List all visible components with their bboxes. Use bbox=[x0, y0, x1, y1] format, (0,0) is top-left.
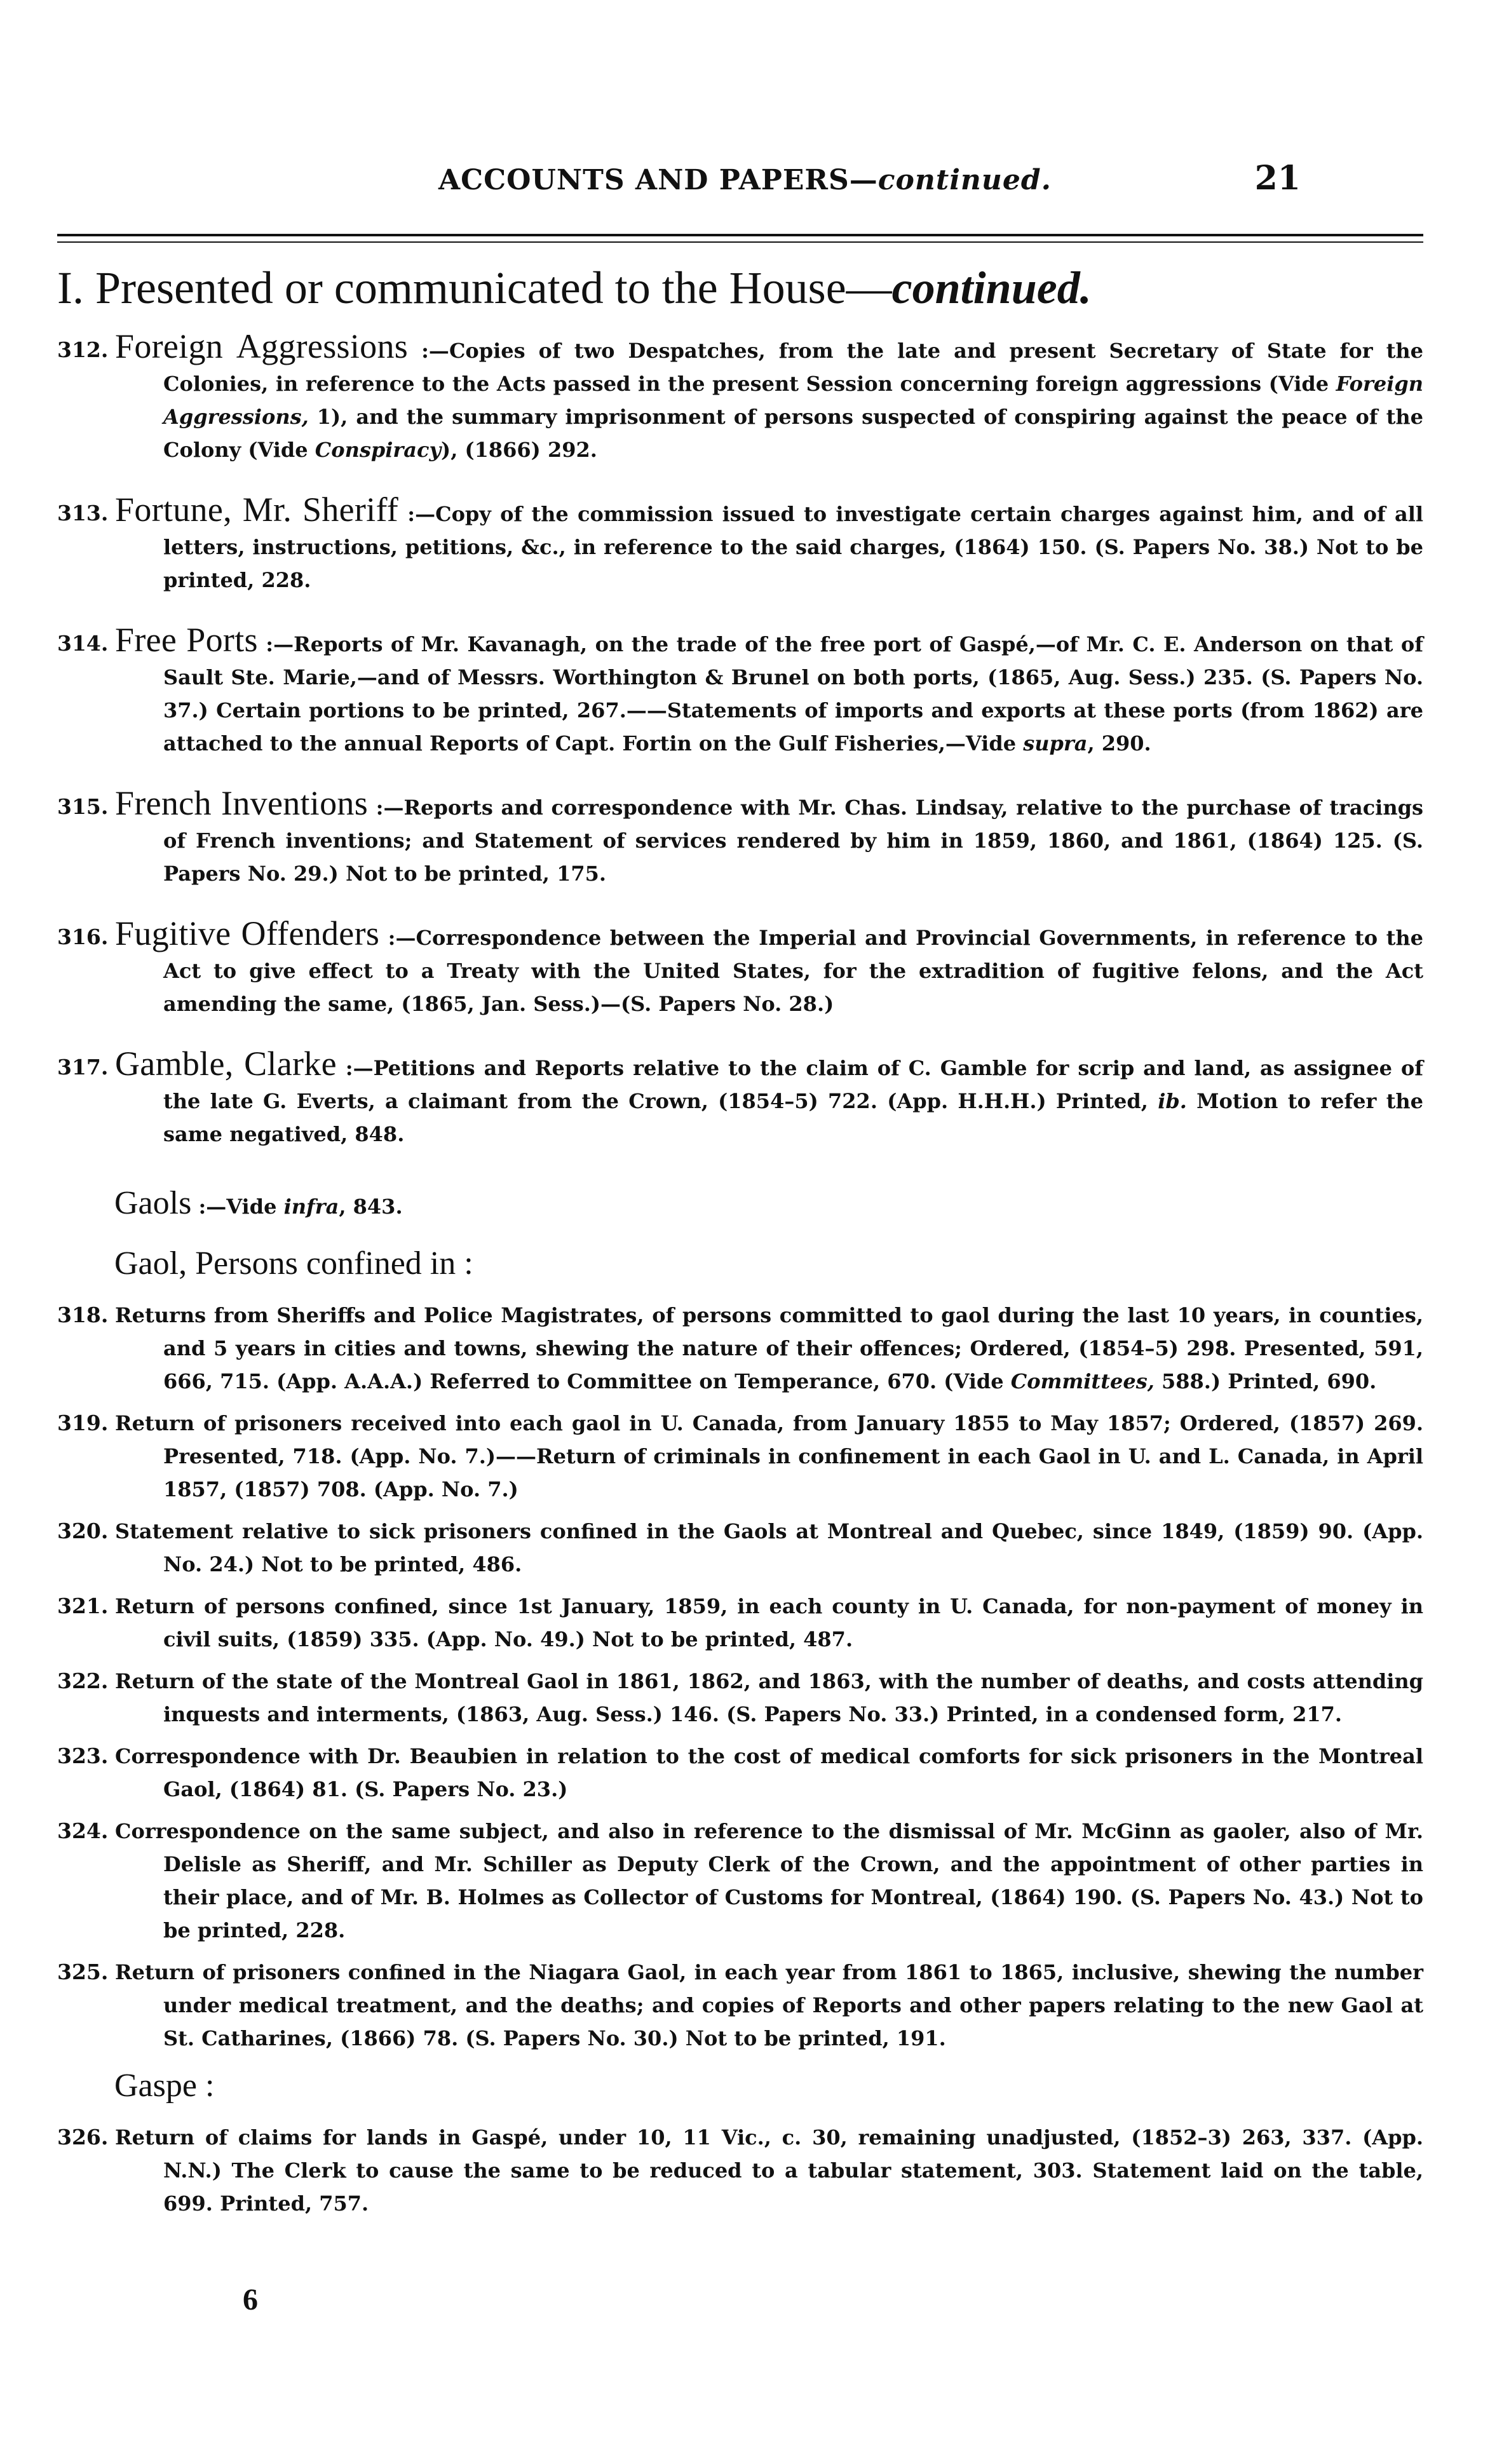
entry-body bbox=[57, 1740, 1423, 1806]
entry-heading: Foreign Aggressions bbox=[115, 327, 409, 365]
index-entry bbox=[57, 1815, 1423, 1947]
entry-heading: Gamble, Clarke bbox=[115, 1045, 337, 1083]
entry-separator: :— bbox=[368, 795, 404, 820]
entry-text: Correspondence between the Imperial and Provincial Governments, in reference to the Act to give effect to a Treaty with the United States, for the extradition of fugitive felons, and the Act amending the same, (1865, Jan. Sess.)—(S. Papers No. 28.) bbox=[163, 926, 1424, 1016]
entry-text: Reports of Mr. Kavanagh, on the trade of the free port of Gaspé,—of Mr. C. E. Anderson on that of Sault Ste. Marie,—and of Messrs. Worthington & Brunel on both ports, (1865, Aug. Sess.) 235. (S. Papers No. 37.) Certain portions to be printed, 267.——Statements of imports and exports at these ports (from 1862) are attached to the annual Reports of Capt. Fortin on the Gulf Fisheries,—Vide bbox=[163, 632, 1424, 755]
entries-list bbox=[57, 327, 1424, 1151]
gaols-reference bbox=[57, 1181, 1423, 1229]
index-entry bbox=[57, 1299, 1423, 1398]
page-number: 21 bbox=[1254, 159, 1301, 198]
gaol-subhead: Gaol, Persons confined in : bbox=[114, 1245, 473, 1282]
entry-body bbox=[57, 1515, 1423, 1581]
entry-number: 322. bbox=[57, 1669, 109, 1693]
index-entry bbox=[57, 1407, 1423, 1506]
entry-number: 325. bbox=[57, 1960, 109, 1984]
entry-separator: :— bbox=[336, 1056, 374, 1080]
entry-text: Copies of two Despatches, from the late and present Secretary of State for the Colonies, in reference to the Acts passed in the present Session concerning foreign aggressions (Vide bbox=[163, 339, 1424, 396]
index-entry bbox=[57, 784, 1423, 890]
entry-text: Return of claims for lands in Gaspé, under 10, 11 Vic., c. 30, remaining unadjusted, (1852–3) 263, 337. (App. N.N.) The Clerk to cause the same to be reduced to a tabular statement, 303. Statement laid on the table, 699. Printed, 757. bbox=[115, 2125, 1423, 2216]
entry-text: Return of persons confined, since 1st January, 1859, in each county in U. Canada, for non-payment of money in civil suits, (1859) 335. (App. No. 49.) Not to be printed, 487. bbox=[115, 1594, 1423, 1651]
entry-number: 314. bbox=[57, 631, 109, 656]
entry-citation: Foreign Aggressions, bbox=[163, 372, 1423, 429]
header-rule-thin bbox=[57, 241, 1423, 243]
index-entry bbox=[57, 327, 1424, 466]
entry-separator: :— bbox=[257, 632, 294, 656]
entry-number: 315. bbox=[57, 794, 109, 819]
entry-heading: Free Ports bbox=[115, 621, 258, 659]
entry-number: 316. bbox=[57, 924, 109, 949]
header-rule-thick bbox=[57, 234, 1423, 236]
entry-body bbox=[57, 1815, 1423, 1947]
entry-text: Return of prisoners confined in the Niagara Gaol, in each year from 1861 to 1865, inclusive, shewing the number under medical treatment, and the deaths; and copies of Reports and other papers relating to the new Gaol at St. Catharines, (1866) 78. (S. Papers No. 30.) Not to be printed, 191. bbox=[115, 1960, 1423, 2050]
entry-heading: Fortune, Mr. Sheriff bbox=[115, 491, 399, 529]
entry-body bbox=[57, 1045, 1424, 1151]
entry-citation: Committees, bbox=[1010, 1369, 1155, 1393]
entry-number: 312. bbox=[57, 337, 109, 362]
index-entry bbox=[57, 491, 1424, 597]
entry-separator: :— bbox=[398, 502, 436, 526]
section-title bbox=[57, 262, 1423, 315]
entry-number: 321. bbox=[57, 1594, 109, 1618]
index-entry bbox=[57, 2121, 1423, 2220]
index-entry bbox=[57, 1665, 1423, 1731]
entry-number: 324. bbox=[57, 1818, 109, 1843]
entry-number: 319. bbox=[57, 1411, 109, 1435]
gaspe-entries-list bbox=[57, 2121, 1423, 2220]
entry-body bbox=[57, 491, 1424, 597]
entry-number: 320. bbox=[57, 1519, 109, 1543]
gaol-entries-list bbox=[57, 1299, 1423, 2055]
entry-body bbox=[57, 621, 1424, 760]
gaols-head: Gaols bbox=[114, 1185, 192, 1221]
gaols-text: :—Vide bbox=[191, 1195, 284, 1219]
entry-citation: Conspiracy bbox=[315, 438, 442, 462]
entry-text: Reports and correspondence with Mr. Chas. Lindsay, relative to the purchase of tracings of French inventions; and Statement of services rendered by him in 1859, 1860, and 1861, (1864) 125. (S. Papers No. 29.) Not to be printed, 175. bbox=[163, 795, 1423, 886]
entry-number: 318. bbox=[57, 1303, 109, 1327]
entry-separator: :— bbox=[408, 339, 449, 363]
index-entry bbox=[57, 1740, 1423, 1806]
section-title-text: I. Presented or communicated to the House— bbox=[57, 262, 892, 313]
entry-heading: Fugitive Offenders bbox=[115, 914, 380, 952]
entry-body bbox=[57, 2121, 1423, 2220]
entry-number: 326. bbox=[57, 2125, 109, 2149]
entry-text: 1), and the summary imprisonment of persons suspected of conspiring against the peace of the Colony (Vide bbox=[163, 405, 1423, 462]
entry-heading: French Inventions bbox=[115, 784, 369, 822]
section-title-emph: continued. bbox=[891, 262, 1092, 313]
entry-separator: :— bbox=[379, 926, 416, 950]
entry-body bbox=[57, 1407, 1423, 1506]
entry-body bbox=[57, 784, 1423, 890]
index-entry bbox=[57, 1515, 1423, 1581]
signature-mark: 6 bbox=[243, 2283, 258, 2317]
gaspe-subhead: Gaspe : bbox=[114, 2068, 215, 2104]
entry-text: Returns from Sheriffs and Police Magistrates, of persons committed to gaol during the last 10 years, in counties, and 5 years in cities and towns, shewing the nature of their offences; Ordered, (1854–5) 298. Presented, 591, 666, 715. (App. A.A.A.) Referred to Committee on Temperance, 670. (Vide bbox=[115, 1303, 1423, 1393]
entry-number: 317. bbox=[57, 1055, 109, 1080]
entry-body bbox=[57, 1956, 1423, 2055]
entry-body bbox=[57, 914, 1424, 1020]
entry-text: ), (1866) 292. bbox=[441, 438, 597, 462]
entry-body bbox=[57, 1665, 1423, 1731]
entry-text: , 290. bbox=[1087, 731, 1151, 755]
entry-citation: ib. bbox=[1158, 1089, 1187, 1113]
index-entry bbox=[57, 914, 1424, 1020]
index-entry bbox=[57, 1590, 1423, 1656]
index-entry bbox=[57, 621, 1424, 760]
entry-number: 313. bbox=[57, 501, 109, 525]
entry-text: Motion to refer the same negatived, 848. bbox=[163, 1089, 1424, 1146]
gaols-tail bbox=[191, 1195, 402, 1219]
running-head-emph: continued. bbox=[877, 164, 1052, 196]
entry-text: Petitions and Reports relative to the claim of C. Gamble for scrip and land, as assignee of the late G. Everts, a claimant from the Crown, (1854–5) 722. (App. H.H.H.) Printed, bbox=[163, 1056, 1424, 1113]
entry-number: 323. bbox=[57, 1743, 109, 1768]
entry-citation: supra bbox=[1023, 731, 1088, 755]
index-entry bbox=[57, 1956, 1423, 2055]
entry-text: Correspondence on the same subject, and also in reference to the dismissal of Mr. McGinn as gaoler, also of Mr. Delisle as Sheriff, and Mr. Schiller as Deputy Clerk of the Crown, and the appointment of other parties in their place, and of Mr. B. Holmes as Collector of Customs for Montreal, (1864) 190. (S. Papers No. 43.) Not to be printed, 228. bbox=[115, 1819, 1423, 1942]
running-head-text: ACCOUNTS AND PAPERS— bbox=[438, 164, 878, 196]
entry-body bbox=[57, 1299, 1423, 1398]
entry-text: Statement relative to sick prisoners confined in the Gaols at Montreal and Quebec, since 1849, (1859) 90. (App. No. 24.) Not to be printed, 486. bbox=[115, 1519, 1423, 1576]
entry-text: Copy of the commission issued to investigate certain charges against him, and of all letters, instructions, petitions, &c., in reference to the said charges, (1864) 150. (S. Papers No. 38.) Not to be printed, 228. bbox=[163, 502, 1424, 592]
entry-text: 588.) Printed, 690. bbox=[1154, 1369, 1377, 1393]
entry-text: Correspondence with Dr. Beaubien in relation to the cost of medical comforts for sick prisoners in the Montreal Gaol, (1864) 81. (S. Papers No. 23.) bbox=[115, 1744, 1423, 1801]
gaols-page: , 843. bbox=[339, 1195, 403, 1219]
index-content bbox=[57, 327, 1424, 2229]
index-entry bbox=[57, 1045, 1424, 1151]
gaols-emph: infra bbox=[283, 1195, 339, 1219]
entry-body bbox=[57, 327, 1424, 466]
entry-body bbox=[57, 1590, 1423, 1656]
entry-text: Return of prisoners received into each gaol in U. Canada, from January 1855 to May 1857; Ordered, (1857) 269. Presented, 718. (App. No. 7.)——Return of criminals in confinement in each Gaol in U. and L. Canada, in April 1857, (1857) 708. (App. No. 7.) bbox=[115, 1411, 1423, 1501]
entry-text: Return of the state of the Montreal Gaol in 1861, 1862, and 1863, with the number of deaths, and costs attending inquests and interments, (1863, Aug. Sess.) 146. (S. Papers No. 33.) Printed, in a condensed form, 217. bbox=[115, 1669, 1423, 1726]
